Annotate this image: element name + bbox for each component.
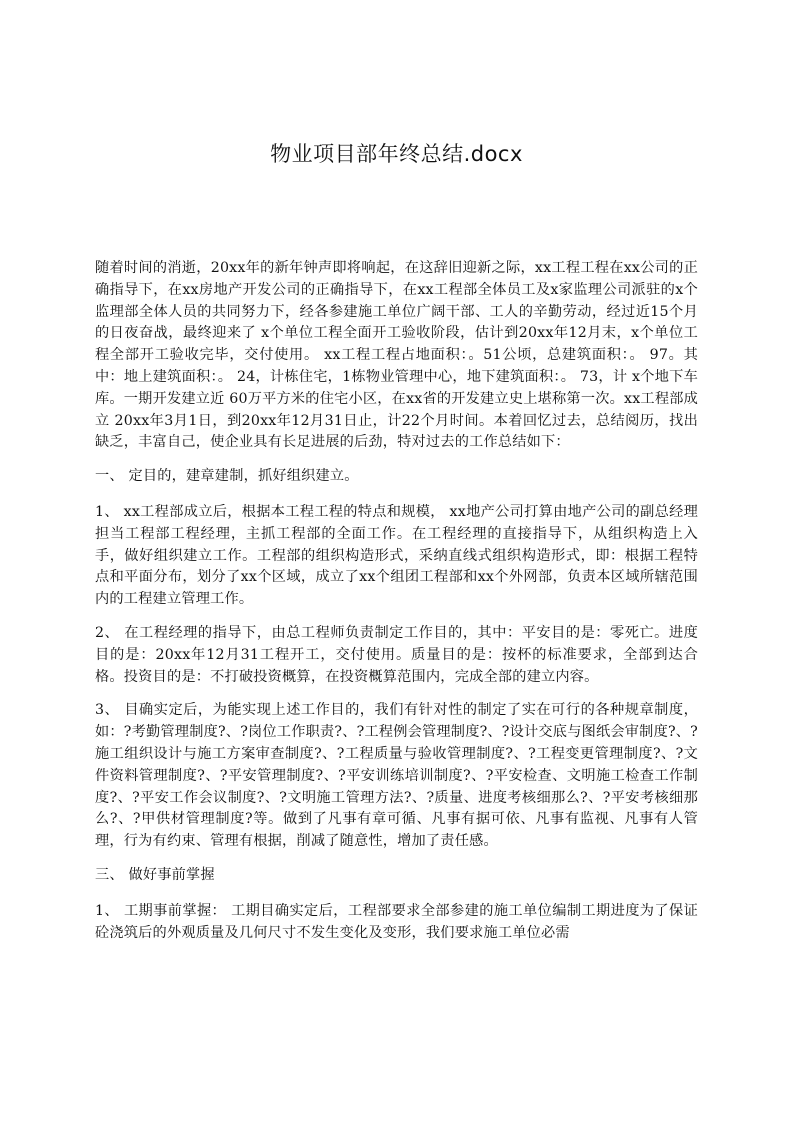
paragraph-intro: 随着时间的消逝，20xx年的新年钟声即将响起，在这辞旧迎新之际，xx工程工程在xx公司的正确指导下，在xx房地产开发公司的正确指导下，在xx工程部全体员工及x家监理公司派驻的x个监理部全体人员的共同努力下，经各参建施工单位广阔干部、工人的辛勤劳动，经过近15个月的日夜奋战，最终迎来了 x个单位工程全面开工验收阶段，估计到20xx年12月末，x个单位工程全部开工验收完毕，交付使用。 xx工程工程占地面积：。51公顷，总建筑面积：。 97。其中：地上建筑面积：。 24，计栋住宅，1栋物业管理中心，地下建筑面积：。 73，计 x个地下车库。一期开发建立近 60万平方米的住宅小区，在xx省的开发建立史上堪称第一次。xx工程部成立 20xx年3月1日，到20xx年12月31日止，计22个月时间。本着回忆过去，总结阅历，找出缺乏，丰富自己，使企业具有长足进展的后劲，特对过去的工作总结如下： bbox=[95, 260, 698, 451]
paragraph-item-3: 3、 目确实定后，为能实现上述工作目的，我们有针对性的制定了实在可行的各种规章制度，如：?考勤管理制度?、?岗位工作职责?、?工程例会管理制度?、?设计交底与图纸会审制度?、?施工组织设计与施工方案审查制度?、?工程质量与验收管理制度?、?工程变更管理制度?、?文件资料管理制度?、?平安管理制度?、?平安训练培训制度?、?平安检查、文明施工检查工作制度?、?平安工作会议制度?、?文明施工管理方法?、?质量、进度考核细那么?、?平安考核细那么?、?甲供材管理制度?等。做到了凡事有章可循、凡事有据可依、凡事有监视、凡事有人管理，行为有约束、管理有根据，削减了随意性，增加了责任感。 bbox=[95, 702, 698, 850]
document-body bbox=[95, 258, 698, 956]
document-title: 物业项目部年终总结.docx bbox=[270, 142, 523, 166]
section-heading-3: 三、 做好事前掌握 bbox=[95, 866, 215, 883]
paragraph-item-1: 1、 xx工程部成立后，根据本工程工程的特点和规模， xx地产公司打算由地产公司的副总经理担当工程部工程经理，主抓工程部的全面工作。在工程经理的直接指导下，从组织构造上入手，做好组织建立工作。工程部的组织构造形式，采纳直线式组织构造形式，即：根据工程特点和平面分布，划分了xx个区域，成立了xx个组团工程部和xx个外网部，负责本区域所辖范围内的工程建立管理工作。 bbox=[95, 503, 698, 608]
paragraph-item-2: 2、 在工程经理的指导下，由总工程师负责制定工作目的，其中：平安目的是：零死亡。进度目的是：20xx年12月31工程开工，交付使用。质量目的是：按杯的标准要求，全部到达合格。投资目的是：不打破投资概算，在投资概算范围内，完成全部的建立内容。 bbox=[95, 624, 698, 685]
section-heading-1: 一、 定目的，建章建制，抓好组织建立。 bbox=[95, 468, 359, 485]
paragraph-schedule-control: 1、 工期事前掌握： 工期目确实定后，工程部要求全部参建的施工单位编制工期进度为了保证砼浇筑后的外观质量及几何尺寸不发生变化及变形，我们要求施工单位必需 bbox=[95, 902, 698, 941]
